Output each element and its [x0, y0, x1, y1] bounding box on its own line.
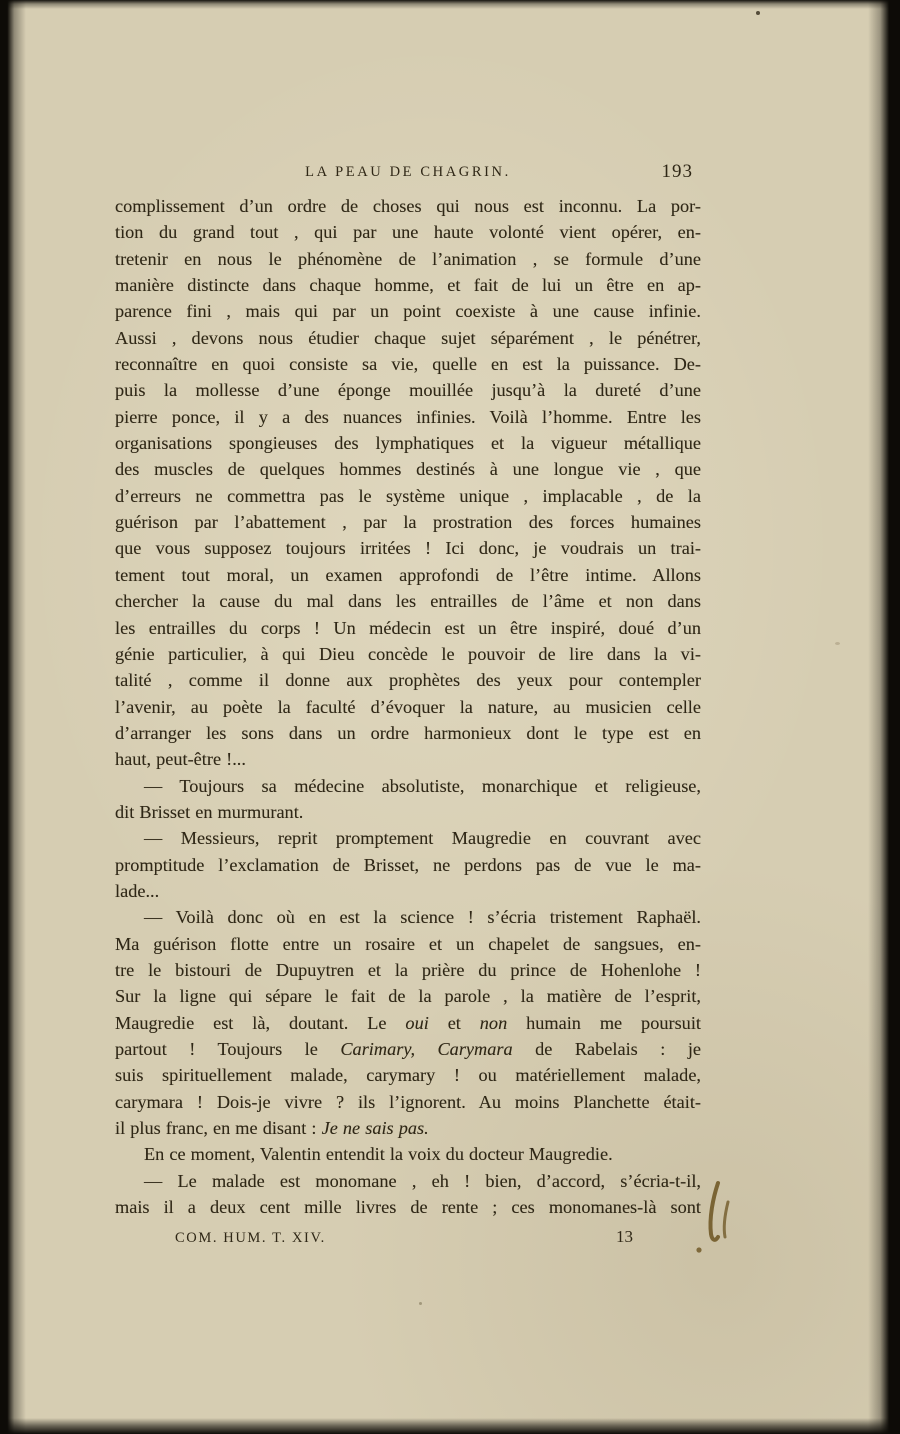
- text-run: des muscles de quelques hommes destinés à une longue vie , que: [115, 459, 701, 480]
- text-run: Aussi , devons nous étudier chaque sujet séparément , le pénétrer,: [115, 327, 701, 348]
- text-run: — Voilà donc où en est la science ! s’écria tristement Raphaël.: [144, 907, 701, 928]
- text-run: et: [428, 1012, 480, 1033]
- text-run: tre le bistouri de Dupuytren et la prière du prince de Hohenlohe !: [115, 959, 701, 980]
- italic-text-run: Je ne sais pas.: [321, 1118, 429, 1139]
- scan-edge-left: [0, 0, 26, 1434]
- text-line: [115, 641, 701, 667]
- text-line: [115, 1036, 701, 1062]
- signature-mark: COM. HUM. T. XIV.: [175, 1230, 326, 1246]
- text-run: pierre ponce, il y a des nuances infinies. Voilà l’homme. Entre les: [115, 406, 701, 427]
- text-line: [115, 1141, 701, 1167]
- page-footer: [115, 1227, 701, 1251]
- text-line: [115, 773, 701, 799]
- text-run: Ma guérison flotte entre un rosaire et un chapelet de sangsues, en-: [115, 933, 701, 954]
- italic-text-run: Carimary, Carymara: [340, 1039, 513, 1059]
- scan-edge-bottom: [0, 1418, 900, 1434]
- text-line: [115, 746, 701, 772]
- text-line: [115, 588, 701, 614]
- italic-text-run: non: [479, 1012, 508, 1033]
- page-number: 193: [661, 161, 693, 182]
- text-line: [115, 562, 701, 588]
- text-line: [115, 983, 701, 1009]
- text-line: [115, 852, 701, 878]
- text-run: — Messieurs, reprit promptement Maugredie en couvrant avec: [144, 828, 701, 849]
- text-run: parence fini , mais qui par un point coexiste à une cause infinie.: [115, 301, 701, 322]
- text-run: d’erreurs ne commettra pas le système unique , implacable , de la: [115, 485, 701, 506]
- scan-edge-top: [0, 0, 900, 9]
- text-run: organisations spongieuses des lymphatiques et la vigueur métallique: [115, 433, 701, 454]
- text-run: d’arranger les sons dans un ordre harmonieux dont le type est en: [115, 722, 701, 743]
- text-line: [115, 904, 701, 930]
- text-run: de Rabelais : je: [512, 1039, 702, 1059]
- text-run: l’avenir, au poète la faculté d’évoquer la nature, au musicien celle: [115, 696, 701, 717]
- text-line: [115, 615, 701, 641]
- text-run: puis la mollesse d’une éponge mouillée jusqu’à la dureté d’une: [115, 380, 701, 401]
- sheet-number: 13: [616, 1227, 633, 1246]
- text-run: — Le malade est monomane , eh ! bien, d’accord, s’écria-t-il,: [144, 1170, 701, 1191]
- text-block: [115, 193, 701, 1220]
- text-run: — Toujours sa médecine absolutiste, monarchique et religieuse,: [144, 775, 701, 796]
- text-line: [115, 1168, 701, 1194]
- handwritten-ink-mark: [692, 1180, 740, 1258]
- text-line: [115, 509, 701, 535]
- text-line: [115, 1194, 701, 1220]
- text-run: haut, peut-être !...: [115, 749, 246, 770]
- text-line: [115, 1115, 701, 1141]
- text-run: talité , comme il donne aux prophètes des yeux pour contempler: [115, 670, 701, 691]
- text-line: [115, 825, 701, 851]
- text-line: [115, 377, 701, 403]
- text-line: [115, 720, 701, 746]
- text-line: [115, 878, 701, 904]
- text-run: tion du grand tout , qui par une haute volonté vient opérer, en-: [115, 222, 701, 243]
- text-run: reconnaître en quoi consiste sa vie, quelle en est la puissance. De-: [115, 354, 701, 375]
- paper-speck: [756, 11, 760, 15]
- text-line: [115, 456, 701, 482]
- text-run: tretenir en nous le phénomène de l’animation , se formule d’une: [115, 248, 701, 269]
- text-line: [115, 219, 701, 245]
- text-line: [115, 351, 701, 377]
- text-line: [115, 931, 701, 957]
- text-run: que vous supposez toujours irritées ! Ici donc, je voudrais un trai-: [115, 538, 701, 559]
- text-line: [115, 1010, 701, 1036]
- text-run: En ce moment, Valentin entendit la voix du docteur Maugredie.: [144, 1144, 613, 1165]
- scan-edge-right: [868, 0, 900, 1434]
- text-line: [115, 694, 701, 720]
- text-run: les entrailles du corps ! Un médecin est un être inspiré, doué d’un: [115, 617, 701, 638]
- text-run: génie particulier, à qui Dieu concède le pouvoir de lire dans la vi-: [115, 643, 701, 664]
- text-line: [115, 404, 701, 430]
- text-run: Maugredie est là, doutant. Le: [115, 1012, 406, 1033]
- text-line: [115, 483, 701, 509]
- text-run: suis spirituellement malade, carymary ! ou matériellement malade,: [115, 1065, 701, 1086]
- text-line: [115, 1089, 701, 1115]
- text-line: [115, 246, 701, 272]
- text-run: partout ! Toujours le: [115, 1039, 341, 1059]
- text-run: guérison par l’abattement , par la prostration des forces humaines: [115, 512, 701, 533]
- text-line: [115, 1062, 701, 1088]
- text-run: il plus franc, en me disant :: [115, 1118, 322, 1139]
- text-run: dit Brisset en murmurant.: [115, 801, 304, 822]
- text-line: [115, 799, 701, 825]
- text-line: [115, 430, 701, 456]
- text-line: [115, 667, 701, 693]
- text-run: lade...: [115, 880, 160, 901]
- text-run: chercher la cause du mal dans les entrailles de l’âme et non dans: [115, 591, 701, 612]
- text-run: mais il a deux cent mille livres de rente ; ces monomanes-là sont: [115, 1197, 701, 1218]
- paper-speck: [419, 1302, 422, 1305]
- text-run: tement tout moral, un examen approfondi de l’être intime. Allons: [115, 564, 701, 585]
- paper-speck: [835, 642, 840, 645]
- text-line: [115, 535, 701, 561]
- text-line: [115, 957, 701, 983]
- running-title: LA PEAU DE CHAGRIN.: [305, 164, 511, 180]
- text-line: [115, 298, 701, 324]
- text-run: Sur la ligne qui sépare le fait de la parole , la matière de l’esprit,: [115, 986, 701, 1007]
- text-line: [115, 272, 701, 298]
- text-run: manière distincte dans chaque homme, et fait de lui un être en ap-: [115, 275, 701, 296]
- text-run: humain me poursuit: [507, 1012, 701, 1033]
- italic-text-run: oui: [405, 1012, 429, 1033]
- text-run: complissement d’un ordre de choses qui nous est inconnu. La por-: [115, 196, 701, 216]
- page-header: [115, 161, 701, 187]
- text-run: carymara ! Dois-je vivre ? ils l’ignorent. Au moins Planchette était-: [115, 1091, 701, 1112]
- text-run: promptitude l’exclamation de Brisset, ne perdons pas de vue le ma-: [115, 854, 701, 875]
- text-line: [115, 193, 701, 219]
- text-line: [115, 325, 701, 351]
